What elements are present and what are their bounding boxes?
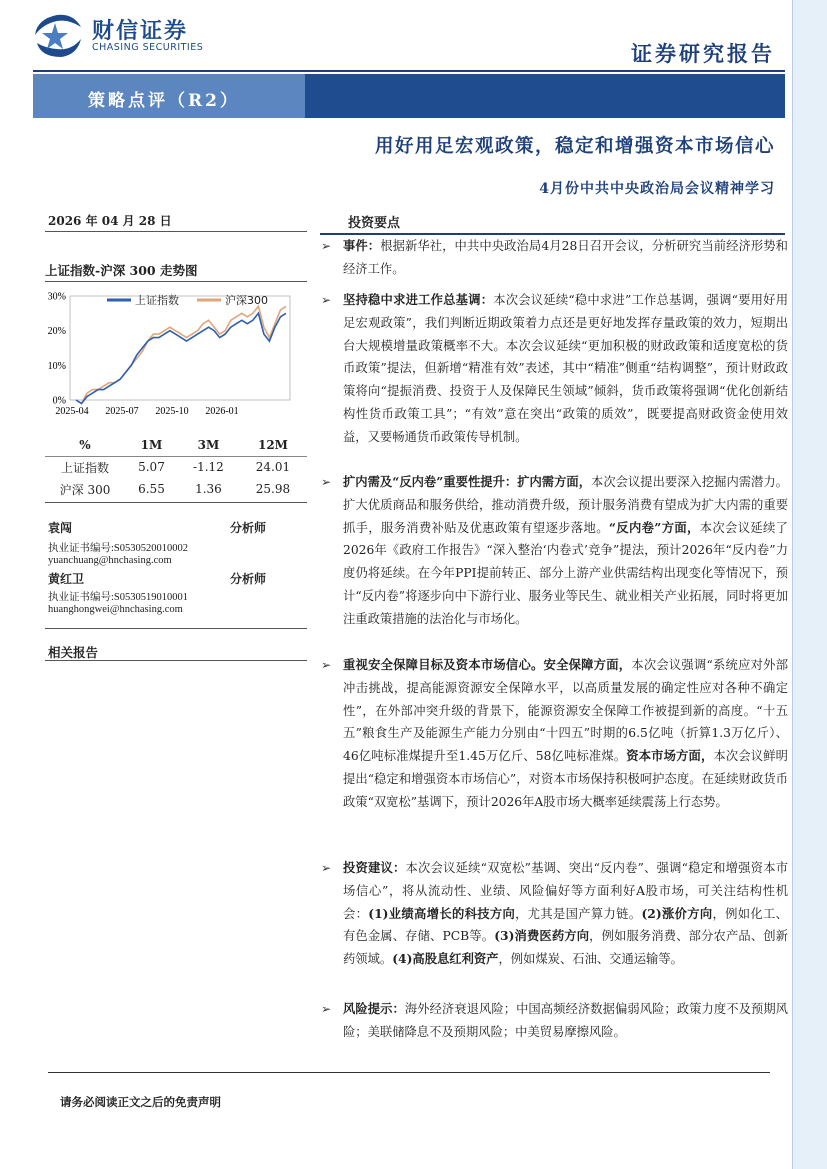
arrow-icon: ➢	[321, 1002, 332, 1016]
y-tick-label: 0%	[52, 395, 66, 407]
series-line-hs300	[76, 306, 286, 403]
analyst-email[interactable]: yuanchuang@hnchasing.com	[48, 555, 172, 566]
table-cell: 沪深 300	[59, 482, 111, 497]
header-rule	[33, 70, 785, 72]
legend-label-hs300: 沪深300	[225, 294, 268, 307]
arrow-icon: ➢	[321, 239, 332, 253]
side-strip	[793, 0, 827, 1169]
point-body: 本次会议强调“系统应对外部冲击挑战，提高能源资源安全保障水平，以高质量发展的确定性应对各种不确定性”，在外部冲突升级的背景下，能源资源安全保障工作被提到新的高度。“十五五”粮食生产及能源生产能力分别由“十四五”时期的6.5亿吨（折算1.3万亿斤）、46亿吨标准煤提升至1.45万亿斤、58亿吨标准煤。	[343, 658, 788, 764]
series-line-sh	[76, 313, 286, 403]
point-body: ，例如化工、有色金属、存储、PCB等。	[343, 906, 788, 944]
arrow-icon: ➢	[321, 293, 332, 307]
x-tick-label: 2025-04	[55, 406, 89, 417]
point-body: 本次会议延续“稳中求进”工作总基调，强调“要用好用足宏观政策”，我们判断近期政策着力点还是更好地发挥存量政策的效力，短期出台大规模增量政策概率不大。本次会议延续“更加积极的财政政策和适度宽松的货币政策”提法，但新增“精准有效”表述，其中“精准”侧重“结构调整”，预计财政政策将向“提振消费、投资于人及保障民生领域”倾斜，货币政策将强调“优化创新结构性货币政策工具”；“有效”意在突出“政策的质效”，既要提高财政资金使用效益，又要畅通货币政策传导机制。	[343, 293, 788, 444]
analyst-name: 袁闯	[48, 521, 73, 535]
point-head: 坚持稳中求进工作总基调：	[343, 292, 494, 307]
analyst-name: 黄红卫	[48, 572, 85, 586]
point-body: 本次会议提出要深入挖掘内需潜力。扩大优质商品和服务供给，推动消费升级，预计服务消费有望成为扩大内需的重要抓手，服务消费补贴及优惠政策有望逐步落地。	[343, 475, 788, 535]
divider	[45, 231, 307, 232]
point-investment-advice	[321, 857, 788, 971]
point-policy-tone	[321, 289, 788, 449]
y-tick-label: 20%	[47, 326, 66, 338]
point-subhead: 扩内需方面，	[517, 474, 592, 489]
analyst-role: 分析师	[230, 521, 267, 535]
point-risk	[321, 998, 788, 1044]
analyst-cert: 执业证书编号:S0530519010001	[48, 592, 189, 603]
point-event	[321, 235, 788, 281]
report-category: 策略点评（R2）	[88, 91, 240, 111]
performance-table	[45, 434, 307, 500]
point-head: 重视安全保障目标及资本市场信心。	[343, 657, 544, 672]
disclaimer-note: 请务必阅读正文之后的免责声明	[60, 1095, 221, 1109]
y-tick-label: 10%	[47, 360, 66, 372]
divider	[45, 502, 307, 503]
table-header-cell: 3M	[197, 438, 220, 452]
point-body: 本次会议延续“双宽松”基调、突出“反内卷”、强调“稳定和增强资本市场信心”，将从流动性、业绩、风险偏好等方面利好A股市场，可关注结构性机会：	[343, 861, 788, 921]
page-subtitle: 4月份中共中央政治局会议精神学习	[539, 181, 775, 197]
x-tick-label: 2026-01	[205, 406, 239, 417]
point-body: 根据新华社，中共中央政治局4月28日召开会议，分析研究当前经济形势和经济工作。	[343, 239, 788, 276]
y-tick-label: 30%	[47, 291, 66, 303]
arrow-icon: ➢	[321, 475, 332, 489]
point-body: ，例如服务消费、部分农产品、创新药领域。	[343, 929, 788, 967]
index-trend-chart	[45, 288, 295, 418]
page-title: 用好用足宏观政策，稳定和增强资本市场信心	[374, 136, 775, 157]
point-body: 本次会议鲜明提出“稳定和增强资本市场信心”，对资本市场保持积极呵护态度。在延续财政货币政策“双宽松”基调下，预计2026年A股市场大概率延续震荡上行态势。	[343, 749, 788, 809]
table-header-cell: %	[79, 438, 91, 452]
point-head: 事件：	[343, 238, 381, 253]
point-key: (4)高股息红利资产	[392, 951, 499, 967]
table-cell: -1.12	[193, 460, 224, 474]
logo-text-en: CHASING SECURITIES	[92, 42, 204, 53]
side-strip-border	[792, 0, 793, 1169]
divider	[45, 660, 307, 661]
banner-right	[305, 74, 785, 118]
table-cell: 1.36	[195, 482, 222, 496]
x-tick-label: 2025-10	[155, 406, 189, 417]
report-type: 证券研究报告	[631, 41, 775, 66]
point-subhead: 安全保障方面，	[543, 657, 632, 672]
point-body: 本次会议延续了2026年《政府工作报告》“深入整治‘内卷式’竞争”提法，预计2026年“反内卷”力度仍将延续。在今年PPI提前转正、部分上游产业供需结构出现变化等情况下，预计“反内卷”将逐步向中下游行业、服务业等民生、就业相关产业拓展，同时将更加注重政策措施的法治化与市场化。	[343, 520, 788, 626]
footer-rule	[48, 1072, 770, 1073]
point-domestic-demand	[321, 471, 788, 631]
divider	[45, 281, 307, 282]
point-key: (1)业绩高增长的科技方向	[368, 905, 516, 921]
table-cell: 25.98	[255, 482, 291, 496]
table-header-cell: 12M	[257, 438, 288, 452]
chart-section-title: 上证指数-沪深 300 走势图	[45, 263, 198, 278]
plot-frame	[70, 296, 290, 400]
point-body: ，尤其是国产算力链。	[515, 906, 642, 921]
analyst-cert: 执业证书编号:S0530520010002	[48, 543, 189, 554]
key-points-title: 投资要点	[348, 216, 401, 231]
table-header-row	[45, 434, 307, 456]
point-head: 投资建议：	[343, 860, 406, 875]
legend-label-sh: 上证指数	[135, 294, 179, 307]
table-cell: 5.07	[138, 460, 165, 474]
point-key: (3)消费医药方向	[494, 928, 590, 944]
point-subhead: “反内卷”方面，	[608, 519, 700, 535]
x-tick-label: 2025-07	[105, 406, 139, 417]
divider	[45, 628, 307, 629]
point-subhead: 资本市场方面，	[626, 748, 714, 764]
logo-icon	[33, 13, 83, 59]
table-row	[45, 478, 307, 500]
point-key: (2)涨价方向	[641, 905, 713, 921]
table-cell: 24.01	[255, 460, 291, 474]
table-row	[45, 456, 307, 478]
logo-text-cn: 财信证券	[92, 19, 189, 44]
point-body: 海外经济衰退风险；中国高频经济数据偏弱风险；政策力度不及预期风险；美联储降息不及预期风险；中美贸易摩擦风险。	[343, 1002, 788, 1039]
table-rule	[45, 456, 307, 457]
table-cell: 6.55	[138, 482, 165, 496]
related-reports-title: 相关报告	[48, 645, 99, 660]
analyst-email[interactable]: huanghongwei@hnchasing.com	[48, 604, 183, 615]
point-head: 风险提示：	[343, 1001, 405, 1016]
point-security-market	[321, 654, 788, 814]
analyst-role: 分析师	[230, 572, 267, 586]
arrow-icon: ➢	[321, 658, 332, 672]
point-head: 扩内需及“反内卷”重要性提升：	[343, 474, 518, 489]
arrow-icon: ➢	[321, 861, 332, 875]
table-cell: 上证指数	[60, 460, 109, 475]
point-body: ，例如煤炭、石油、交通运输等。	[498, 952, 683, 967]
report-date: 2026 年 04 月 28 日	[48, 214, 172, 228]
table-header-cell: 1M	[140, 438, 163, 452]
